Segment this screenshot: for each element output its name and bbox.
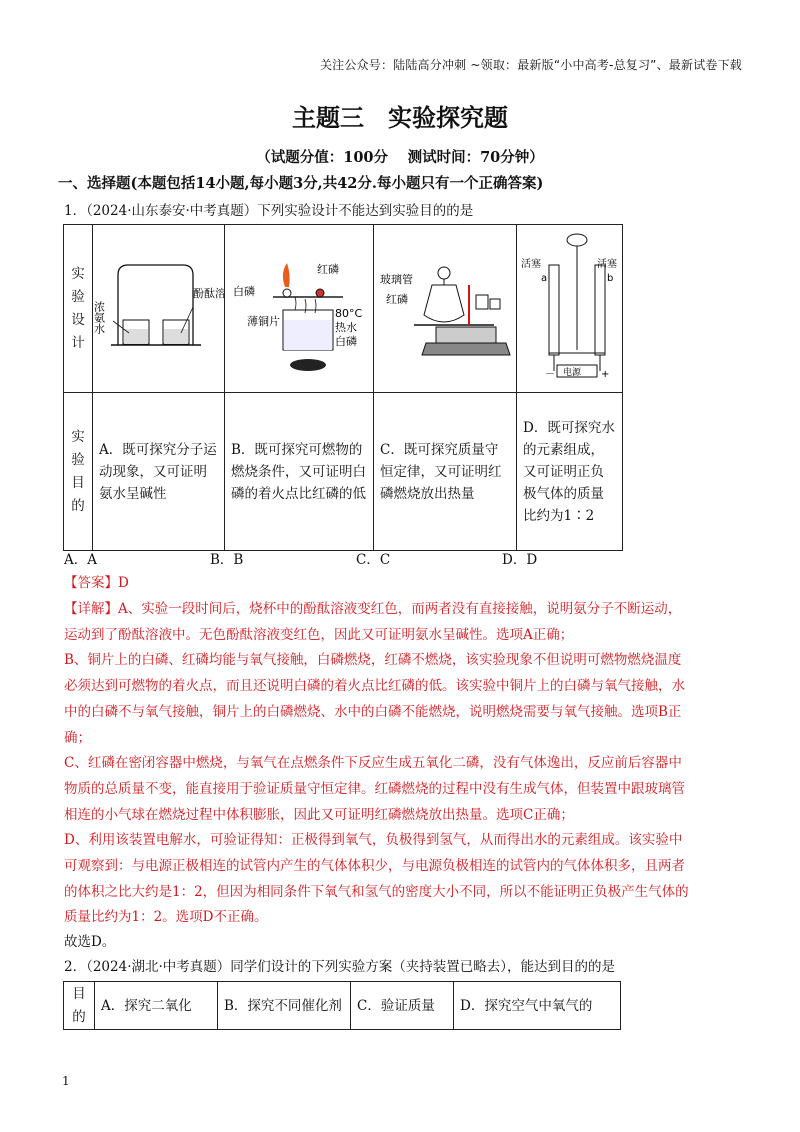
answer-tag: 【答案】D [64,575,129,591]
question-1-table [63,224,623,551]
q2-cell-d: D．探究空气中氧气的 [454,982,621,1030]
label-d-plus: + [601,369,610,380]
diagram-b [225,225,373,388]
page-title: 主题三 实验探究题 [292,104,508,132]
label-b-hot: 热水 [335,321,357,334]
detail-line: 必须达到可燃物的着火点，而且还说明白磷的着火点比红磷的低。该实验中铜片上的白磷与氧气接触，水 [64,678,685,695]
purpose-d: D．既可探究水的元素组成，又可证明正负极气体的质量比约为1∶2 [517,393,623,551]
q2-cell-a: A．探究二氧化 [95,982,218,1030]
detail-line: 的体积之比大约是1：2，但因为相同条件下氧气和氢气的密度大小不同，所以不能证明正负极产生气体的 [64,883,689,900]
detail-line: 确； [64,729,91,746]
question-1-stem: 1．（2024·山东泰安·中考真题）下列实验设计不能达到实验目的的是 [64,203,474,219]
question-2-stem: 2．（2024·湖北·中考真题）同学们设计的下列实验方案（夹持装置已略去），能达到目的的是 [64,959,616,975]
q2-row-label: 目的 [64,982,95,1030]
label-d-minus: － [545,369,555,380]
page-subtitle: （试题分值：100分 测试时间：70分钟） [256,149,544,166]
detail-line: 【详解】A、实验一段时间后，烧杯中的酚酞溶液变红色，而两者没有直接接触，说明氨分子不断运动， [64,601,682,617]
section-heading: 一、选择题(本题包括14小题,每小题3分,共42分.每小题只有一个正确答案) [58,175,544,192]
label-d-power: 电源 [563,368,582,378]
option-a: A．A [64,552,97,568]
diagram-a-cell [93,225,225,393]
detail-line: C、红磷在密闭容器中燃烧，与氧气在点燃条件下反应生成五氧化二磷，没有气体逸出，反应前后容器中 [64,755,682,772]
label-d-a: a [541,273,548,284]
diagram-d [517,225,622,388]
diagram-c-cell [374,225,517,393]
label-b-temp: 80°C [335,307,363,320]
q2-cell-b: B．探究不同催化剂 [218,982,351,1030]
page-number: 1 [62,1074,70,1088]
label-c-red: 红磷 [386,293,408,306]
purpose-a: A．既可探究分子运动现象，又可证明氨水呈碱性 [93,393,225,551]
answer-detail [64,597,744,931]
detail-line: 相连的小气球在燃烧过程中体积膨胀，因此又可证明红磷燃烧放出热量。选项C正确； [64,806,574,823]
diagram-c [374,225,516,388]
purpose-c: C．既可探究质量守恒定律，又可证明红磷燃烧放出热量 [374,393,517,551]
label-a-left: 浓氨水 [93,301,106,334]
label-c-tube: 玻璃管 [380,273,413,286]
purpose-b: B．既可探究可燃物的燃烧条件，又可证明白磷的着火点比红磷的低 [225,393,374,551]
detail-line: 物质的总质量不变，能直接用于验证质量守恒定律。红磷燃烧的过程中没有生成气体，但装置中跟玻璃管 [64,780,685,797]
label-b-white: 白磷 [233,285,255,298]
option-b: B．B [210,552,244,568]
q2-cell-c: C．验证质量 [351,982,454,1030]
diagram-d-cell [517,225,623,393]
label-b-copper: 薄铜片 [247,315,280,328]
answer-conclusion: 故选D。 [64,934,116,950]
option-d: D．D [502,552,538,568]
label-d-left: 活塞 [521,259,541,270]
detail-line: B、铜片上的白磷、红磷均能与氧气接触，白磷燃烧，红磷不燃烧，该实验现象不但说明可燃物燃烧温度 [64,652,682,669]
detail-line: 中的白磷不与氧气接触，铜片上的白磷燃烧、水中的白磷不能燃烧，说明燃烧需要与氧气接触。选项B正 [64,703,682,720]
option-c: C．C [356,552,391,568]
label-b-white2: 白磷 [335,335,357,348]
label-d-right: 活塞 [597,259,617,270]
detail-line: D、利用该装置电解水，可验证得知：正极得到氧气，负极得到氢气，从而得出水的元素组成。该实验中 [64,832,683,849]
detail-line: 可观察到：与电源正极相连的试管内产生的气体体积少，与电源负极相连的试管内的气体体积多，且两者 [64,858,685,875]
row-label-purpose: 实验目的 [64,393,93,551]
question-2-table [63,981,621,1030]
label-a-right: 酚酞溶 [193,287,224,300]
page-header: 关注公众号：陆陆高分冲刺 ~领取：最新版“小中高考-总复习”、最新试卷下载 [319,58,742,72]
label-d-b: b [607,273,614,284]
detail-line: 运动到了酚酞溶液中。无色酚酞溶液变红色，因此又可证明氨水呈碱性。选项A正确； [64,626,574,643]
label-b-red: 红磷 [317,263,339,276]
diagram-b-cell [225,225,374,393]
diagram-a [93,225,224,388]
row-label-design: 实验设计 [64,225,93,393]
detail-line: 质量比约为1：2。选项D不正确。 [64,909,268,926]
